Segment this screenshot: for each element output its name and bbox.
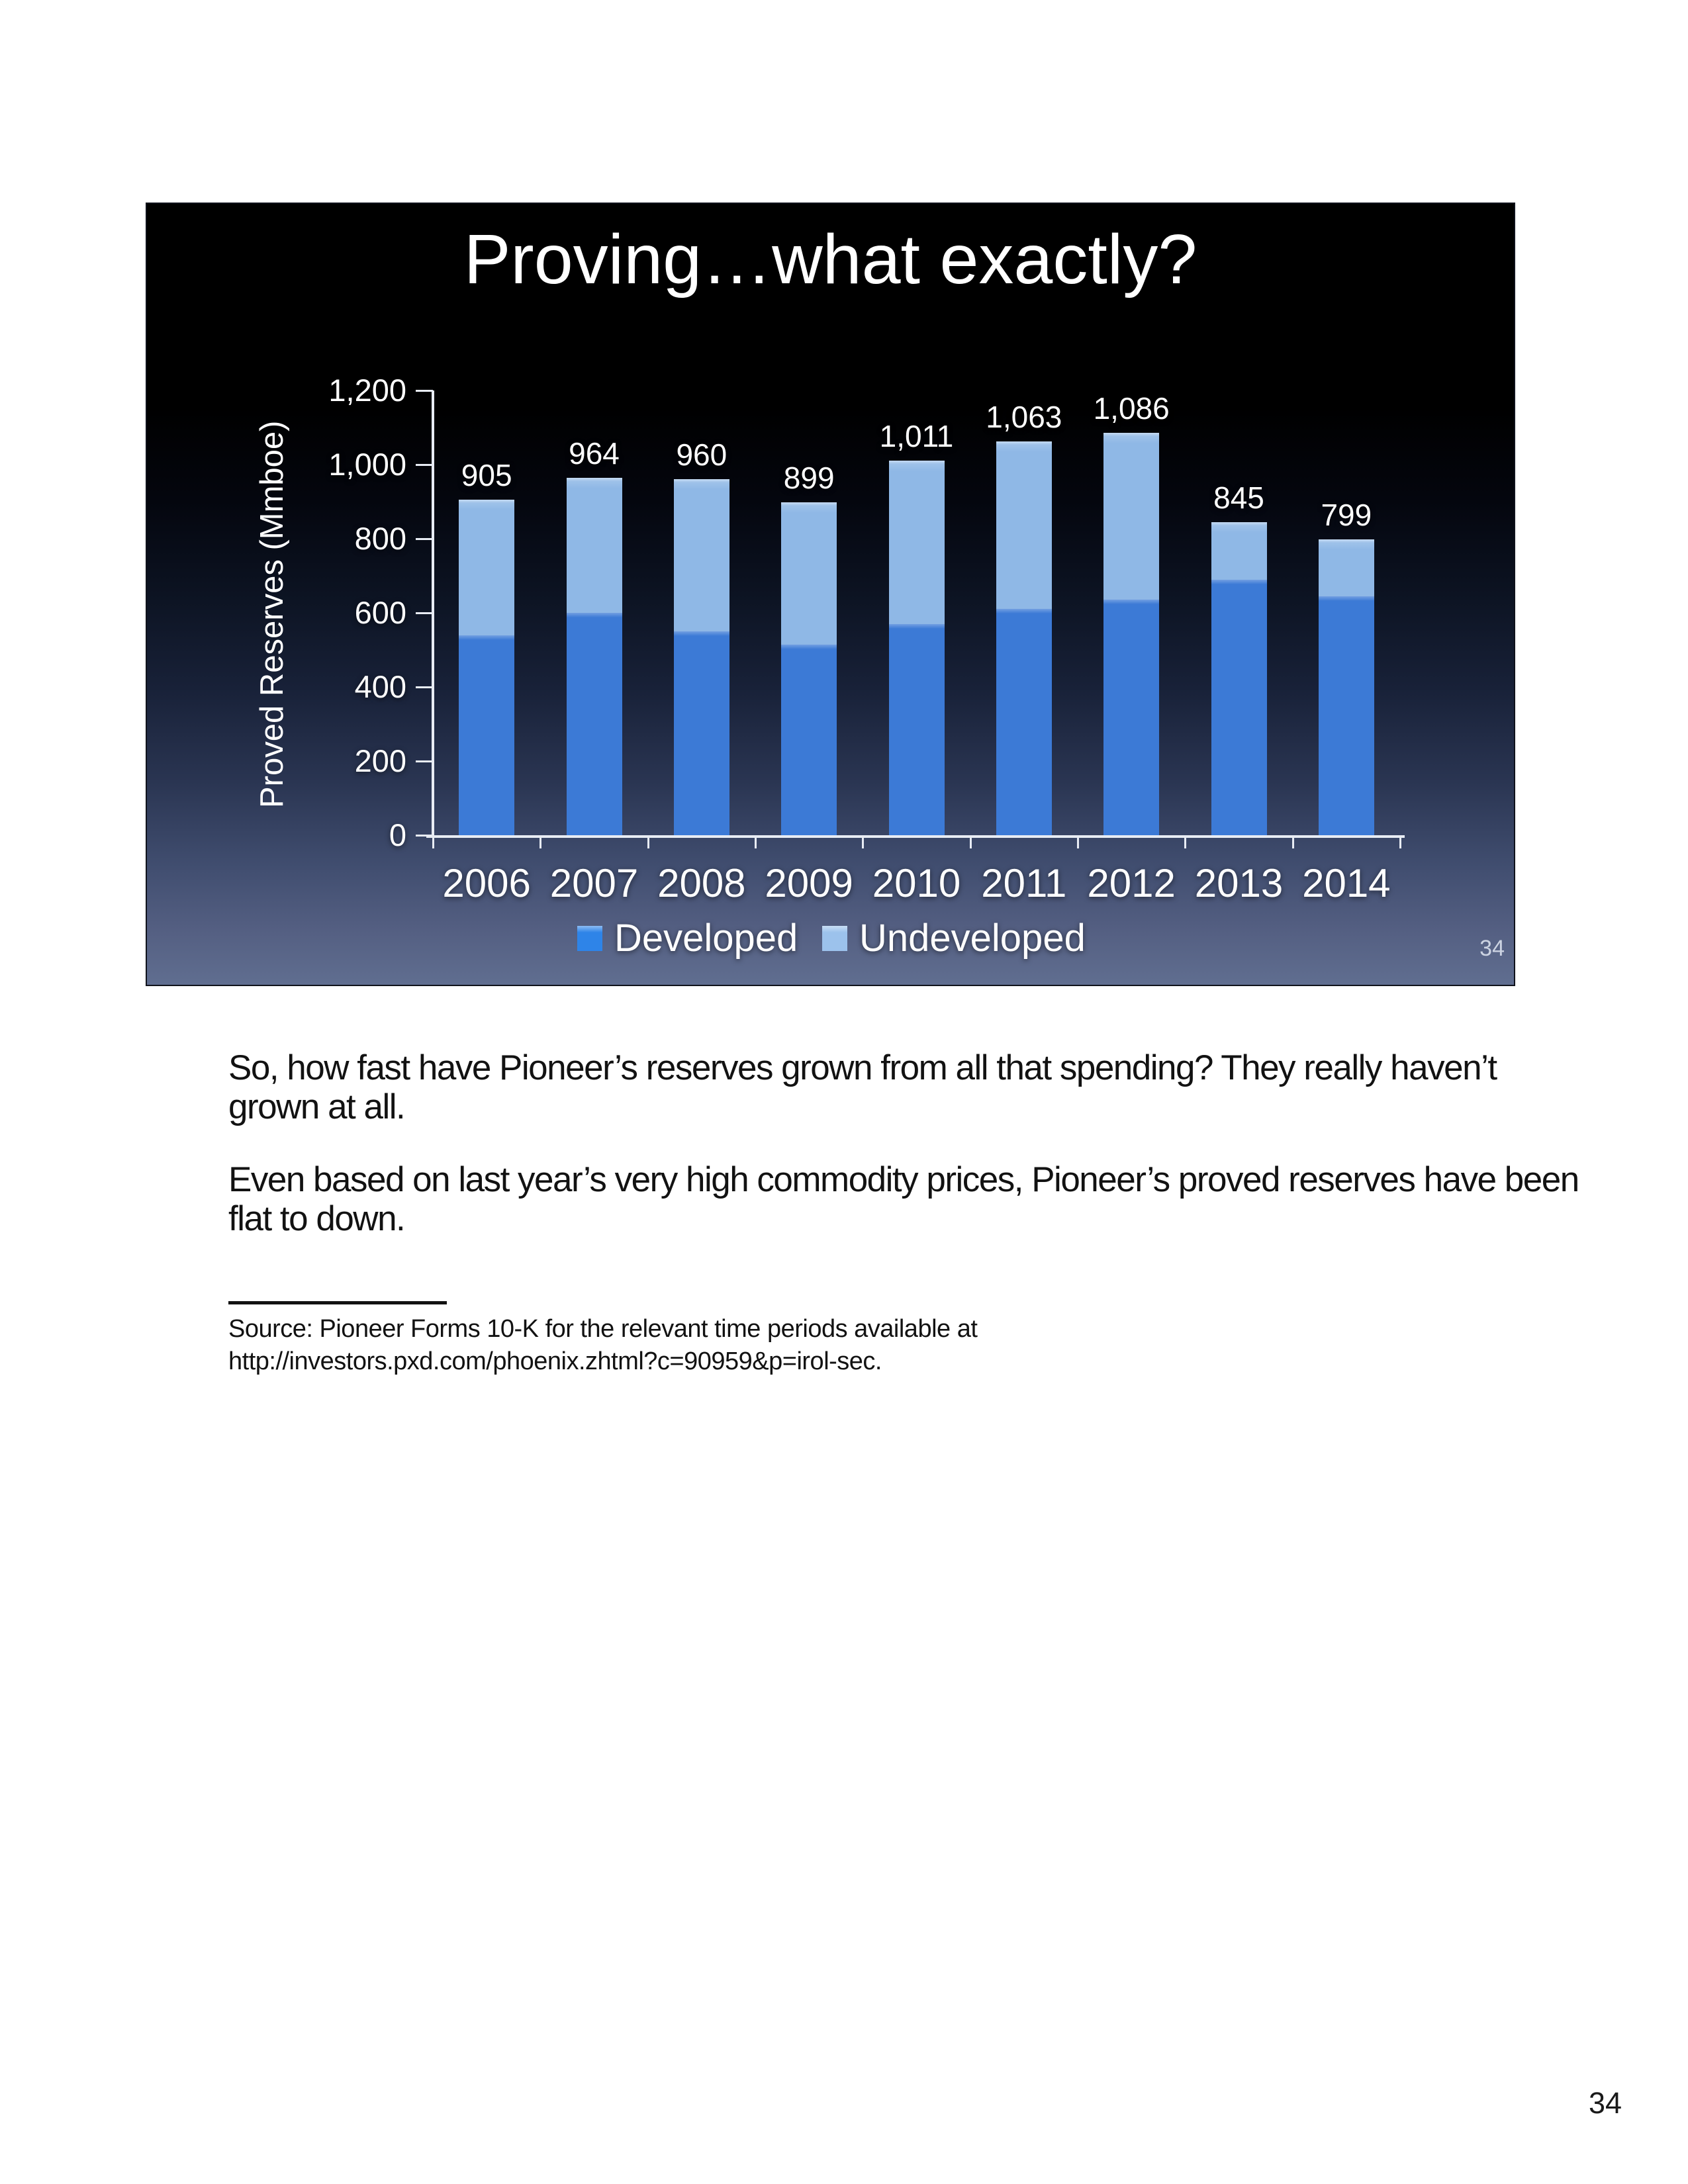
x-axis-tick-mark <box>1077 838 1079 848</box>
legend-item-developed <box>577 916 798 960</box>
bar-segment-undeveloped <box>889 461 945 624</box>
x-axis-tick-label: 2014 <box>1302 861 1391 905</box>
bar-segment-undeveloped <box>674 479 729 631</box>
x-axis-tick-label: 2007 <box>549 861 639 905</box>
bar-segment-developed <box>1319 596 1374 835</box>
y-axis-tick-label: 800 <box>354 521 406 556</box>
y-axis-tick-mark <box>416 612 433 614</box>
x-axis-tick-mark <box>1292 838 1294 848</box>
y-axis-tick-label: 400 <box>354 669 406 704</box>
bar-total-label: 960 <box>676 437 727 473</box>
bar-segment-undeveloped <box>1319 539 1374 596</box>
legend-label-developed: Developed <box>614 917 798 960</box>
bar-segment-developed <box>889 624 945 835</box>
x-axis-tick-label: 2006 <box>442 861 531 905</box>
x-axis-tick-label: 2010 <box>872 861 961 905</box>
source-line-2: http://investors.pxd.com/phoenix.zhtml?c=90959&p=irol-sec. <box>228 1347 882 1375</box>
y-axis-tick-mark <box>416 390 433 392</box>
x-axis-tick-mark <box>647 838 649 848</box>
x-axis-tick-mark <box>432 838 434 848</box>
bar-segment-developed <box>781 645 837 835</box>
bar-total-label: 1,086 <box>1093 390 1170 426</box>
slide-title: Proving…what exactly? <box>463 220 1197 298</box>
legend-label-undeveloped: Undeveloped <box>859 917 1086 960</box>
paragraph-1 <box>228 1048 1497 1126</box>
paragraph-2-line-2: flat to down. <box>228 1199 405 1238</box>
x-axis-tick-label: 2012 <box>1087 861 1176 905</box>
bar-segment-undeveloped <box>1103 433 1159 600</box>
legend-item-undeveloped <box>822 916 1086 960</box>
legend-swatch-undeveloped <box>822 926 847 951</box>
paragraph-1-line-2: grown at all. <box>228 1087 405 1126</box>
bar-total-label: 899 <box>783 460 835 495</box>
paragraph-1-line-1: So, how fast have Pioneer’s reserves grown from all that spending? They really haven’t <box>228 1048 1497 1087</box>
paragraph-2-line-1: Even based on last year’s very high commodity prices, Pioneer’s proved reserves have been <box>228 1160 1579 1199</box>
y-axis-tick-mark <box>416 835 433 837</box>
bar-segment-undeveloped <box>996 441 1052 610</box>
source-note <box>228 1313 977 1378</box>
x-axis-tick-label: 2013 <box>1194 861 1284 905</box>
x-axis-tick-mark <box>862 838 864 848</box>
slide-page-number: 34 <box>1479 936 1505 961</box>
bar-segment-developed <box>674 631 729 835</box>
bar-total-label: 1,011 <box>879 418 954 453</box>
x-axis-tick-label: 2008 <box>657 861 746 905</box>
y-axis-tick-label: 0 <box>389 817 406 852</box>
bar-total-label: 845 <box>1213 480 1264 515</box>
bar-segment-undeveloped <box>781 502 837 645</box>
page-number: 34 <box>1588 2086 1622 2120</box>
slide <box>147 204 1514 985</box>
x-axis-tick-mark <box>1184 838 1186 848</box>
footnote-divider <box>228 1301 447 1304</box>
y-axis-tick-mark <box>416 686 433 688</box>
y-axis-tick-label: 200 <box>354 743 406 778</box>
y-axis-title: Proved Reserves (Mmboe) <box>254 420 290 808</box>
bar-segment-developed <box>567 613 622 835</box>
y-axis-tick-label: 600 <box>354 595 406 630</box>
source-line-1: Source: Pioneer Forms 10-K for the relevant time periods available at <box>228 1315 978 1343</box>
y-axis-tick-mark <box>416 760 433 762</box>
bar-segment-developed <box>1103 600 1159 835</box>
x-axis-tick-label: 2011 <box>981 861 1067 905</box>
x-axis-tick-mark <box>970 838 972 848</box>
bar-total-label: 964 <box>569 436 620 471</box>
y-axis-tick-mark <box>416 464 433 466</box>
bar-chart <box>147 204 1514 985</box>
y-axis-tick-mark <box>416 538 433 540</box>
bar-total-label: 905 <box>461 458 512 493</box>
x-axis-tick-mark <box>755 838 757 848</box>
y-axis-tick-label: 1,000 <box>328 447 406 482</box>
bar-total-label: 799 <box>1321 497 1372 532</box>
x-axis-tick-mark <box>539 838 541 848</box>
x-axis-tick-mark <box>1399 838 1401 848</box>
bar-segment-undeveloped <box>459 500 514 635</box>
x-axis-tick-label: 2009 <box>765 861 853 905</box>
bar-total-label: 1,063 <box>986 399 1062 434</box>
bar-segment-developed <box>459 635 514 835</box>
bar-segment-undeveloped <box>1211 522 1267 580</box>
bar-segment-undeveloped <box>567 478 622 613</box>
y-axis-tick-label: 1,200 <box>328 373 406 408</box>
paragraph-2 <box>228 1160 1579 1238</box>
legend-swatch-developed <box>577 926 602 951</box>
bar-segment-developed <box>996 609 1052 835</box>
bar-segment-developed <box>1211 580 1267 835</box>
